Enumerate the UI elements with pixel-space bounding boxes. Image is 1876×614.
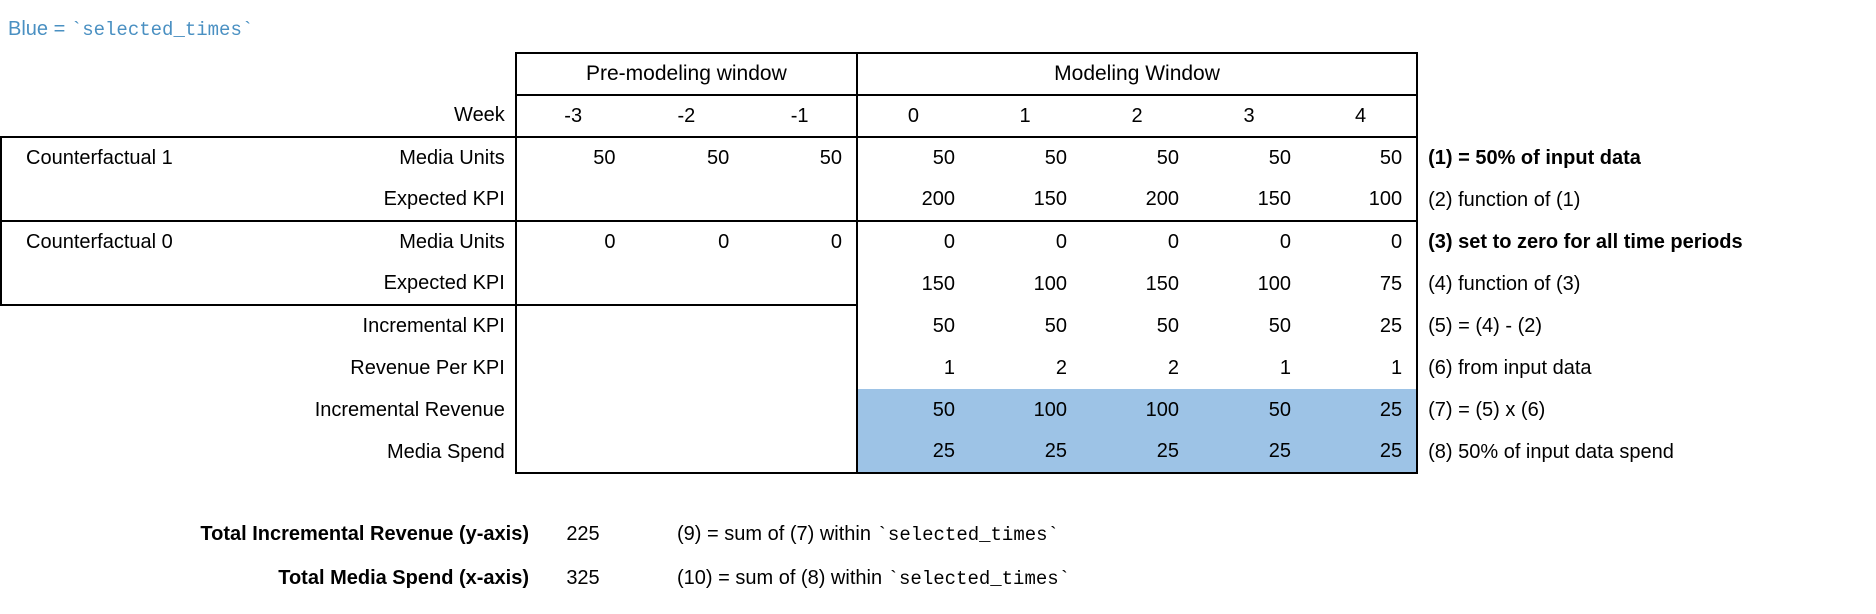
legend-code: `selected_times` — [70, 19, 254, 41]
totals-row — [0, 512, 1071, 556]
table-row — [1, 263, 1875, 305]
note-spacer-week — [1417, 95, 1875, 137]
table-row — [1, 389, 1875, 431]
cell-pre--3 — [516, 305, 630, 347]
total-value: 225 — [566, 522, 600, 545]
cell-model-4: 75 — [1305, 263, 1417, 305]
cell-model-3: 150 — [1257, 188, 1292, 210]
cell-pre--1 — [743, 389, 857, 431]
note-spacer-header — [1417, 53, 1875, 95]
cell-model-3: 50 — [1193, 389, 1305, 431]
week-header-1: 1 — [969, 95, 1081, 137]
row-note: (2) function of (1) — [1428, 188, 1581, 211]
cell-pre--1: 0 — [743, 221, 857, 263]
table-row — [1, 305, 1875, 347]
week-row-label: Week — [454, 104, 505, 126]
total-note-prefix: (9) = sum of (7) within — [677, 522, 877, 545]
counterfactual-table — [0, 52, 1876, 474]
cell-model-3: 50 — [1268, 314, 1292, 337]
cell-pre--1 — [743, 263, 857, 305]
row-label: Incremental Revenue — [314, 398, 505, 421]
cell-pre--3 — [516, 389, 630, 431]
cell-model-4: 25 — [1305, 431, 1417, 473]
cell-model-0: 200 — [921, 188, 956, 210]
row-group-label — [1, 431, 254, 473]
cell-model-2: 200 — [1145, 188, 1180, 210]
table-row — [1, 347, 1875, 389]
cell-pre--2 — [630, 431, 744, 473]
cell-model-2: 100 — [1081, 389, 1193, 431]
cell-model-4: 100 — [1305, 179, 1417, 221]
week-header--1: -1 — [743, 95, 857, 137]
week-row — [1, 95, 1875, 137]
row-group-label — [1, 263, 254, 305]
legend-prefix: Blue = — [8, 18, 71, 40]
cell-model-1: 100 — [1033, 272, 1068, 295]
cell-pre--2 — [630, 263, 744, 305]
cell-model-4: 25 — [1305, 389, 1417, 431]
table-row — [1, 179, 1875, 221]
totals-row — [0, 556, 1071, 600]
cell-model-0: 0 — [857, 221, 969, 263]
cell-pre--1 — [743, 179, 857, 221]
cell-pre--2 — [630, 305, 744, 347]
row-group-label — [1, 305, 254, 347]
row-label: Expected KPI — [254, 263, 516, 305]
cell-pre--2: 50 — [630, 137, 744, 179]
spacer-cell-b — [254, 53, 516, 95]
cell-model-1: 2 — [1055, 356, 1068, 379]
total-note-code: `selected_times` — [887, 567, 1071, 590]
row-label: Media Units — [254, 137, 516, 179]
row-group-label: Counterfactual 1 — [1, 137, 254, 179]
cell-model-2: 25 — [1081, 431, 1193, 473]
cell-pre--3: 0 — [516, 221, 630, 263]
week-header-3: 3 — [1193, 95, 1305, 137]
row-note: (8) 50% of input data spend — [1428, 440, 1674, 463]
cell-pre--1 — [743, 347, 857, 389]
totals-table — [0, 512, 1071, 600]
cell-model-0: 50 — [857, 389, 969, 431]
cell-pre--1: 50 — [743, 137, 857, 179]
cell-model-0: 50 — [857, 137, 969, 179]
row-label: Media Spend — [386, 440, 505, 463]
cell-model-2: 0 — [1081, 221, 1193, 263]
week-header-4: 4 — [1305, 95, 1417, 137]
cell-model-1: 50 — [969, 137, 1081, 179]
cell-model-0: 50 — [932, 314, 956, 337]
cell-model-2: 50 — [1156, 314, 1180, 337]
row-note: (7) = (5) x (6) — [1428, 398, 1546, 421]
group-header-pre-modeling: Pre-modeling window — [516, 53, 857, 95]
cell-pre--2 — [630, 347, 744, 389]
row-group-label — [1, 389, 254, 431]
row-group-label — [1, 347, 254, 389]
cell-model-3: 1 — [1279, 356, 1292, 379]
table-row — [1, 221, 1875, 263]
total-note-prefix: (10) = sum of (8) within — [677, 566, 888, 589]
cell-model-2: 50 — [1081, 137, 1193, 179]
cell-model-3: 25 — [1193, 431, 1305, 473]
cell-model-1: 50 — [1044, 314, 1068, 337]
week-header--2: -2 — [630, 95, 744, 137]
total-label: Total Incremental Revenue (y-axis) — [200, 522, 529, 545]
cell-model-1: 25 — [969, 431, 1081, 473]
cell-model-4: 25 — [1305, 305, 1417, 347]
row-note: (1) = 50% of input data — [1428, 146, 1641, 169]
cell-model-4: 50 — [1305, 137, 1417, 179]
total-note — [627, 556, 1071, 600]
cell-model-2: 2 — [1167, 356, 1180, 379]
week-header-2: 2 — [1081, 95, 1193, 137]
group-header-row — [1, 53, 1875, 95]
cell-pre--2 — [630, 389, 744, 431]
row-group-label — [1, 179, 254, 221]
table-row — [1, 431, 1875, 473]
cell-model-3: 0 — [1193, 221, 1305, 263]
legend — [8, 18, 253, 41]
cell-pre--1 — [743, 305, 857, 347]
group-header-modeling: Modeling Window — [857, 53, 1417, 95]
totals-section — [0, 512, 1071, 600]
cell-model-1: 100 — [969, 389, 1081, 431]
spacer-cell-a — [1, 53, 254, 95]
cell-model-4: 0 — [1305, 221, 1417, 263]
row-note: (6) from input data — [1428, 356, 1592, 379]
cell-pre--3 — [516, 263, 630, 305]
total-label: Total Media Spend (x-axis) — [278, 566, 529, 589]
row-label: Incremental KPI — [362, 315, 505, 337]
cell-pre--3 — [516, 347, 630, 389]
cell-model-3: 50 — [1193, 137, 1305, 179]
row-label: Media Units — [254, 221, 516, 263]
cell-pre--3 — [516, 179, 630, 221]
spacer-cell-a2 — [1, 95, 254, 137]
cell-model-0: 150 — [921, 272, 956, 295]
week-header--3: -3 — [516, 95, 630, 137]
cell-model-4: 1 — [1305, 347, 1417, 389]
cell-model-3: 100 — [1257, 272, 1292, 295]
cell-pre--3 — [516, 431, 630, 473]
row-note: (5) = (4) - (2) — [1428, 314, 1543, 337]
total-value: 325 — [566, 566, 600, 589]
table-row — [1, 137, 1875, 179]
row-note: (4) function of (3) — [1428, 272, 1581, 295]
cell-model-1: 150 — [1033, 188, 1068, 210]
row-label: Revenue Per KPI — [350, 356, 505, 379]
cell-pre--2: 0 — [630, 221, 744, 263]
row-label: Expected KPI — [383, 188, 505, 210]
cell-model-0: 25 — [857, 431, 969, 473]
row-group-label: Counterfactual 0 — [1, 221, 254, 263]
total-note-code: `selected_times` — [876, 523, 1059, 546]
cell-pre--3: 50 — [516, 137, 630, 179]
cell-pre--1 — [743, 431, 857, 473]
cell-model-0: 1 — [943, 356, 956, 379]
cell-pre--2 — [630, 179, 744, 221]
row-note: (3) set to zero for all time periods — [1428, 230, 1743, 253]
cell-model-2: 150 — [1145, 272, 1180, 295]
week-header-0: 0 — [857, 95, 969, 137]
total-note — [627, 512, 1071, 556]
cell-model-1: 0 — [969, 221, 1081, 263]
